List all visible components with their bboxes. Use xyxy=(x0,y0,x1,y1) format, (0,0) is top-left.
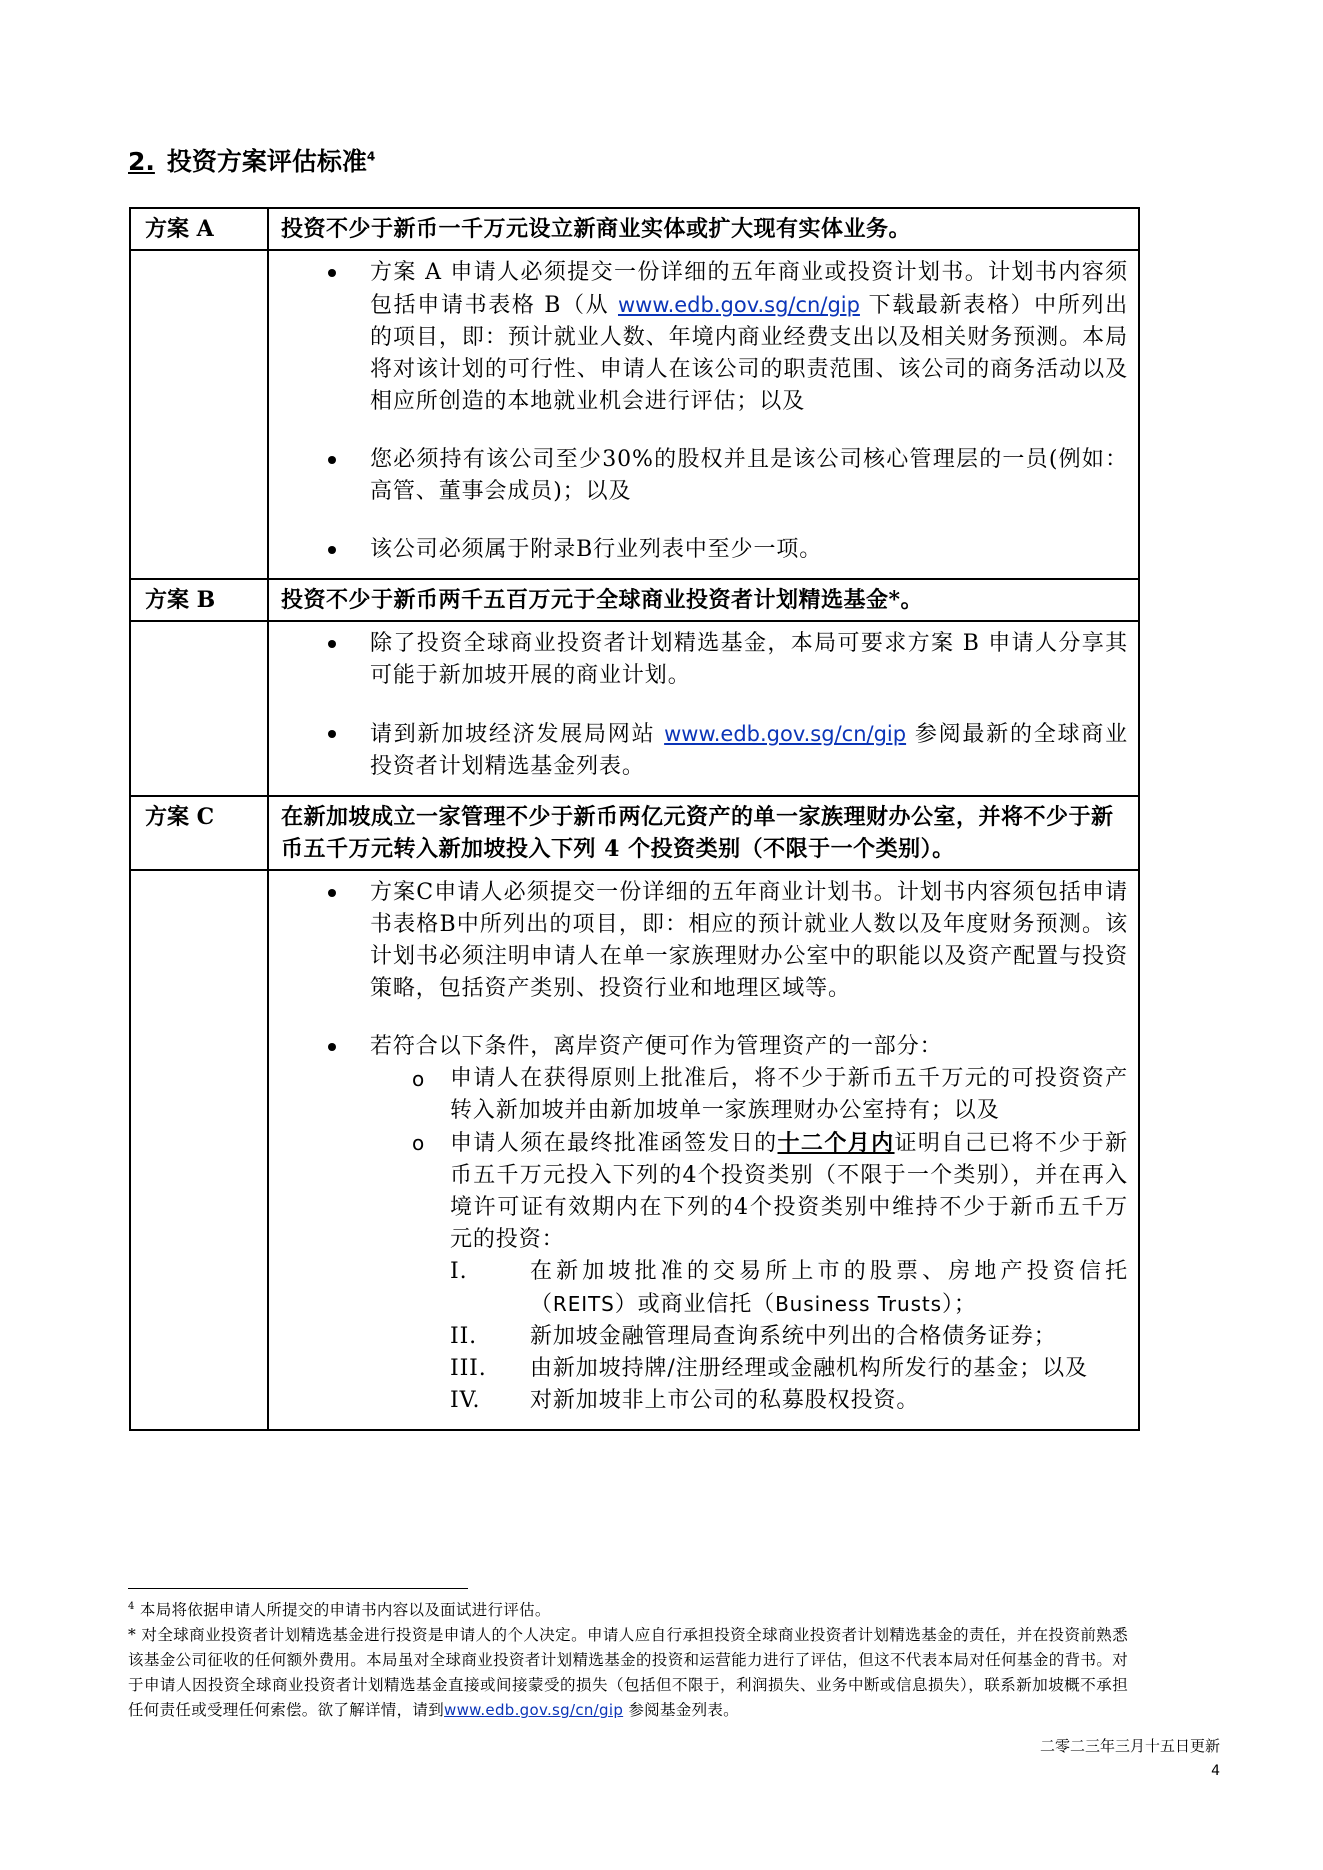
scheme-b-label-spacer xyxy=(130,621,268,796)
scheme-c-label: 方案 C xyxy=(130,796,268,870)
scheme-a-title-row xyxy=(130,208,1139,250)
schemes-table xyxy=(129,207,1140,1431)
scheme-b-title: 投资不少于新币两千五百万元于全球商业投资者计划精选基金*。 xyxy=(268,579,1139,621)
scheme-a-bullets xyxy=(269,257,1128,566)
investment-categories-list xyxy=(450,1256,1128,1417)
scheme-c-title: 在新加坡成立一家管理不少于新币两亿元资产的单一家族理财办公室，并将不少于新币五千万元转入新加坡投入下列 4 个投资类别（不限于一个类别）。 xyxy=(268,796,1139,870)
scheme-b-bullets xyxy=(269,628,1128,783)
scheme-a-label: 方案 A xyxy=(130,208,268,250)
scheme-b-body xyxy=(268,621,1139,796)
category-item: IV. 对新加坡非上市公司的私募股权投资。 xyxy=(450,1388,920,1413)
scheme-a-label-spacer xyxy=(130,250,268,579)
category-item: III. 由新加坡持牌/注册经理或金融机构所发行的基金；以及 xyxy=(450,1356,1088,1381)
scheme-c-body xyxy=(268,870,1139,1430)
edb-gip-link[interactable]: www.edb.gov.sg/cn/gip xyxy=(617,293,860,317)
circle-bullet-icon: o xyxy=(412,1131,426,1155)
footnotes xyxy=(128,1594,1128,1723)
scheme-b-label: 方案 B xyxy=(130,579,268,621)
circle-bullet-icon: o xyxy=(412,1067,426,1091)
update-date: 二零二三年三月十五日更新 xyxy=(1039,1737,1220,1755)
edb-gip-link[interactable]: www.edb.gov.sg/cn/gip xyxy=(664,722,907,746)
sub-list xyxy=(370,1063,1128,1417)
scheme-a-body-row xyxy=(130,250,1139,579)
scheme-c-title-row xyxy=(130,796,1139,870)
sub-list-item: o 申请人须在最终批准函签发日的十二个月内证明自己已将不少于新币五千万元投入下列的4个投资类别（不限于一个类别），并在再入境许可证有效期内在下列的4个投资类别中维持不少于新币五千万元的投资： I. 在新加坡批准的交易所上市的股票、房地产投资信托（REITS）或商业信托（Business Trusts）； II. 新加坡金融管理局查询系统中列出的合格债务证券； III. 由新加坡持牌/注册经理或金融机构所发行的基金；以及 IV. 对新加坡非上市公司的私募股权投资。 xyxy=(370,1127,1128,1417)
list-item: 方案C申请人必须提交一份详细的五年商业计划书。计划书内容须包括申请书表格B中所列出的项目，即：相应的预计就业人数以及年度财务预测。该计划书必须注明申请人在单一家族理财办公室中的职能以及资产配置与投资策略，包括资产类别、投资行业和地理区域等。 xyxy=(269,877,1128,1005)
list-item: 若符合以下条件，离岸资产便可作为管理资产的一部分： o 申请人在获得原则上批准后，将不少于新币五千万元的可投资资产转入新加坡并由新加坡单一家族理财办公室持有；以及 o 申请人须在最终批准函签发日的十二个月内证明自己已将不少于新币五千万元投入下列的4个投资类别（不限于一个类别），并在再入境许可证有效期内在下列的4个投资类别中维持不少于新币五千万元的投资： I. 在新加坡批准的交易所上市的股票、房地产投资信托（REITS）或商业信托（Business Trusts）； II. 新加坡金融管理局查询系统中列出的合格债务证券； III. 由新加坡持牌/注册经理或金融机构所发行的基金；以及 IV. 对新加坡非上市公司的私募股权投资。 xyxy=(269,1031,1128,1417)
footnote-ref: 4 xyxy=(366,149,376,164)
page-number: 4 xyxy=(1211,1763,1220,1779)
scheme-b-title-row xyxy=(130,579,1139,621)
list-item: 请到新加坡经济发展局网站 www.edb.gov.sg/cn/gip 参阅最新的全球商业投资者计划精选基金列表。 xyxy=(269,718,1128,783)
footnote-edb-link[interactable]: www.edb.gov.sg/cn/gip xyxy=(444,1701,624,1720)
scheme-c-bullets xyxy=(269,877,1128,1417)
section-heading xyxy=(128,142,375,178)
scheme-a-title: 投资不少于新币一千万元设立新商业实体或扩大现有实体业务。 xyxy=(268,208,1139,250)
section-number: 2. xyxy=(128,147,155,176)
scheme-c-body-row xyxy=(130,870,1139,1430)
footnote-4: $^4$ 本局将依据申请人所提交的申请书内容以及面试进行评估。 xyxy=(128,1601,551,1620)
category-item: I. 在新加坡批准的交易所上市的股票、房地产投资信托（REITS）或商业信托（Business Trusts）； xyxy=(450,1259,1128,1317)
footnote-star: * 对全球商业投资者计划精选基金进行投资是申请人的个人决定。申请人应自行承担投资全球商业投资者计划精选基金的责任，并在投资前熟悉该基金公司征收的任何额外费用。本局虽对全球商业投资者计划精选基金的投资和运营能力进行了评估，但这不代表本局对任何基金的背书。对于申请人因投资全球商业投资者计划精选基金直接或间接蒙受的损失（包括但不限于，利润损失、业务中断或信息损失），联系新加坡概不承担任何责任或受理任何索偿。欲了解详情，请到www.edb.gov.sg/cn/gip 参阅基金列表。 xyxy=(128,1626,1128,1720)
category-item: II. 新加坡金融管理局查询系统中列出的合格债务证券； xyxy=(450,1324,1057,1349)
list-item: 该公司必须属于附录B行业列表中至少一项。 xyxy=(269,534,1128,566)
twelve-months-emphasis: 十二个月内 xyxy=(777,1130,895,1156)
list-item: 您必须持有该公司至少30%的股权并且是该公司核心管理层的一员(例如：高管、董事会成员)；以及 xyxy=(269,444,1128,508)
footnote-divider xyxy=(128,1588,468,1589)
list-item: 方案 A 申请人必须提交一份详细的五年商业或投资计划书。计划书内容须包括申请书表格 B（从 www.edb.gov.sg/cn/gip 下载最新表格）中所列出的项目，即：预计就业人数、年境内商业经费支出以及相关财务预测。本局将对该计划的可行性、申请人在该公司的职责范围、该公司的商务活动以及相应所创造的本地就业机会进行评估；以及 xyxy=(269,257,1128,418)
scheme-a-body xyxy=(268,250,1139,579)
list-item: 除了投资全球商业投资者计划精选基金，本局可要求方案 B 申请人分享其可能于新加坡开展的商业计划。 xyxy=(269,628,1128,692)
scheme-b-body-row xyxy=(130,621,1139,796)
section-title: 投资方案评估标准 xyxy=(166,147,367,176)
scheme-c-label-spacer xyxy=(130,870,268,1430)
sub-list-item: o 申请人在获得原则上批准后，将不少于新币五千万元的可投资资产转入新加坡并由新加坡单一家族理财办公室持有；以及 xyxy=(370,1063,1128,1127)
